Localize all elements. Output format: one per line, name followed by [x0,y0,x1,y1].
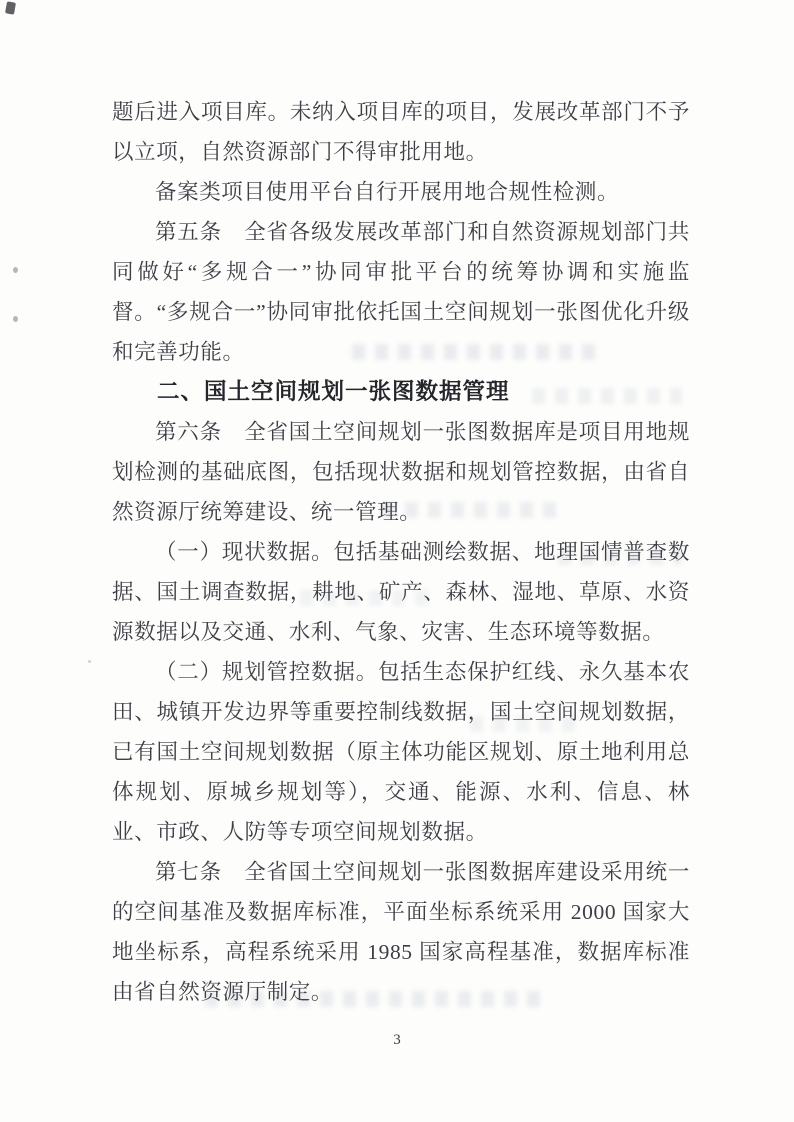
section-heading: 二、国土空间规划一张图数据管理 [157,379,510,404]
scan-edge-mark [5,1,16,14]
body-paragraph-article-7: 第七条 全省国土空间规划一张图数据库建设采用统一的空间基准及数据库标准，平面坐标系统采用 2000 国家大地坐标系，高程系统采用 1985 国家高程基准，数据库标准由省自然资源厅制定。 [112,860,690,1004]
body-paragraph-continuation: 题后进入项目库。未纳入项目库的项目，发展改革部门不予以立项，自然资源部门不得审批用地。 [112,100,690,164]
body-paragraph-item-1: （一）现状数据。包括基础测绘数据、地理国情普查数据、国土调查数据，耕地、矿产、森林、湿地、草原、水资源数据以及交通、水利、气象、灾害、生态环境等数据。 [112,540,690,644]
body-paragraph-article-6: 第六条 全省国土空间规划一张图数据库是项目用地规划检测的基础底图，包括现状数据和规划管控数据，由省自然资源厅统筹建设、统一管理。 [112,420,690,524]
ink-speck [13,267,18,273]
page-number: 3 [393,1032,401,1048]
ink-speck [13,316,18,322]
body-paragraph: 备案类项目使用平台自行开展用地合规性检测。 [155,180,620,204]
text-column [112,92,690,1012]
body-paragraph-article-5: 第五条 全省各级发展改革部门和自然资源规划部门共同做好“多规合一”协同审批平台的统筹协调和实施监督。“多规合一”协同审批依托国土空间规划一张图优化升级和完善功能。 [112,220,690,364]
body-paragraph-item-2: （二）规划管控数据。包括生态保护红线、永久基本农田、城镇开发边界等重要控制线数据，国土空间规划数据，已有国土空间规划数据（原主体功能区规划、原土地利用总体规划、原城乡规划等），交通、能源、水利、信息、林业、市政、人防等专项空间规划数据。 [112,660,690,844]
ink-speck [88,660,91,663]
